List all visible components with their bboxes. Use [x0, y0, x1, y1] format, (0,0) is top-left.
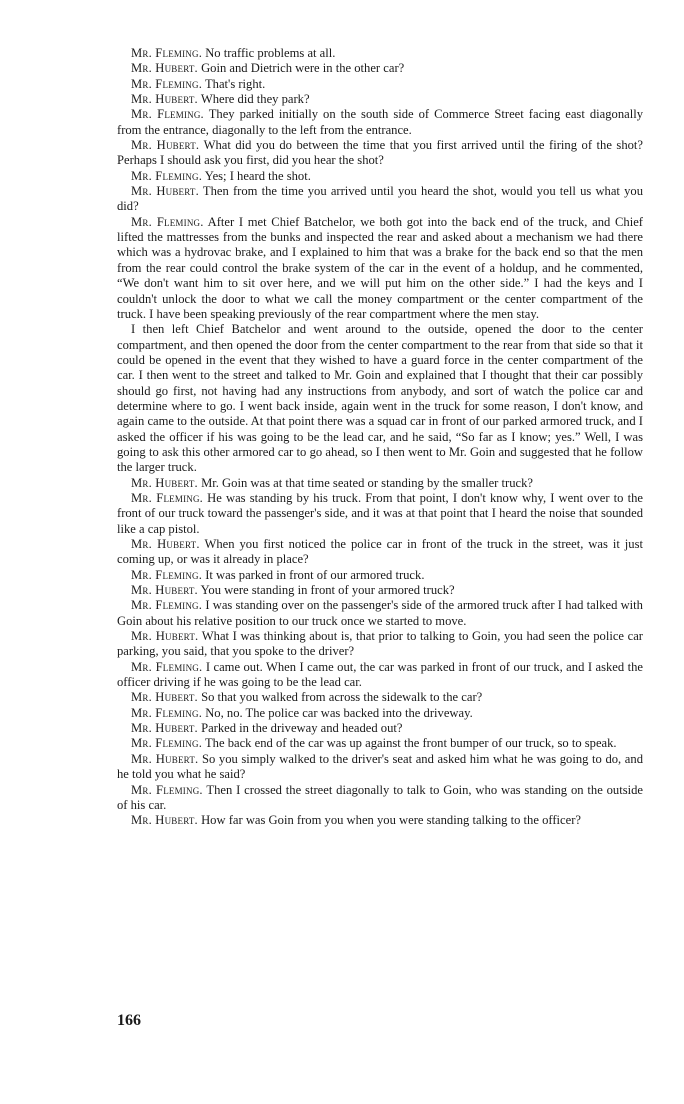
testimony-paragraph — [117, 169, 643, 184]
speaker-label: Mr. Fleming. — [131, 168, 203, 183]
testimony-text: How far was Goin from you when you were standing talking to the officer? — [201, 813, 581, 828]
speaker-label: Mr. Fleming. — [131, 46, 203, 60]
testimony-text: So you simply walked to the driver's seat and asked him what he was going to do, and he told you what he said? — [117, 751, 643, 782]
transcript-page — [117, 46, 643, 829]
speaker-label: Mr. Hubert. — [131, 629, 199, 644]
testimony-text: Mr. Goin was at that time seated or standing by the smaller truck? — [201, 475, 533, 490]
speaker-label: Mr. Hubert. — [131, 813, 198, 828]
speaker-label: Mr. Fleming. — [131, 107, 204, 122]
testimony-paragraph — [117, 598, 643, 629]
testimony-paragraph — [117, 46, 643, 61]
testimony-paragraph — [117, 184, 643, 215]
testimony-text: So that you walked from across the sidewalk to the car? — [201, 690, 483, 705]
speaker-label: Mr. Fleming. — [131, 214, 204, 229]
testimony-text: They parked initially on the south side of Commerce Street facing east diagonally from the entrance, diagonally to the left from the entrance. — [117, 107, 644, 137]
speaker-label: Mr. Hubert. — [131, 61, 198, 76]
testimony-paragraph — [117, 61, 643, 76]
testimony-text: Parked in the driveway and headed out? — [201, 721, 403, 736]
speaker-label: Mr. Fleming. — [131, 736, 203, 751]
speaker-label: Mr. Hubert. — [131, 475, 198, 490]
speaker-label: Mr. Hubert. — [131, 138, 200, 153]
testimony-text: I then left Chief Batchelor and went around to the outside, opened the door to the center compartment, and then opened the door from the center compartment to the rear from that side so that it could be opened in the event that they wished to have a guard force in the center compartment of the car. I then went to the street and talked to Mr. Goin and explained that I thought that their car possibly should go first, not having had any instructions from anybody, and sort of watch the police car and determine where to go. I went back inside, again went in the truck for some reason, I don't know, and again came to the outside. At that point there was a squad car in front of our parked armored truck, and I asked the officer if his was going to be the lead car, and he said, “So far as I know; yes.” Well, I was going to ask this other armored car to go ahead, so I then went to Mr. Goin and suggested that he follow the larger truck. — [117, 322, 643, 475]
testimony-text: It was parked in front of our armored truck. — [205, 567, 425, 582]
testimony-text: When you first noticed the police car in front of the truck in the street, was it just coming up, or was it already in place? — [117, 537, 644, 567]
testimony-paragraph — [117, 721, 643, 736]
testimony-paragraph — [117, 629, 643, 660]
testimony-paragraph — [117, 706, 643, 721]
testimony-paragraph — [117, 215, 643, 322]
testimony-paragraph — [117, 92, 643, 107]
testimony-text: The back end of the car was up against the front bumper of our truck, so to speak. — [204, 736, 617, 751]
page-number: 166 — [117, 1012, 141, 1029]
testimony-text: Then from the time you arrived until you heard the shot, would you tell us what you did? — [117, 184, 644, 214]
testimony-paragraph — [117, 783, 643, 814]
speaker-label: Mr. Hubert. — [131, 184, 199, 199]
speaker-label: Mr. Hubert. — [131, 583, 198, 598]
testimony-paragraph — [117, 736, 643, 751]
speaker-label: Mr. Fleming. — [131, 598, 203, 613]
testimony-text: Then I crossed the street diagonally to talk to Goin, who was standing on the outside of his car. — [117, 782, 644, 812]
testimony-text: Yes; I heard the shot. — [204, 168, 311, 183]
testimony-paragraph — [117, 476, 643, 491]
speaker-label: Mr. Hubert. — [131, 751, 199, 766]
testimony-paragraph — [117, 537, 643, 568]
testimony-paragraph — [117, 660, 643, 691]
testimony-text: What I was thinking about is, that prior to talking to Goin, you had seen the police car parking, you said, that you spoke to the driver? — [117, 629, 643, 659]
testimony-paragraph — [117, 138, 643, 169]
speaker-label: Mr. Fleming. — [131, 490, 204, 505]
testimony-paragraph — [117, 813, 643, 828]
testimony-paragraph — [117, 77, 643, 92]
speaker-label: Mr. Fleming. — [131, 659, 203, 674]
speaker-label: Mr. Hubert. — [131, 721, 198, 736]
testimony-text: Where did they park? — [200, 92, 310, 107]
testimony-paragraph — [117, 690, 643, 705]
testimony-text: You were standing in front of your armored truck? — [200, 583, 455, 598]
speaker-label: Mr. Fleming. — [131, 705, 203, 720]
testimony-text: I was standing over on the passenger's side of the armored truck after I had talked with Goin about his relative position to our truck once we started to move. — [117, 598, 643, 628]
testimony-text: After I met Chief Batchelor, we both got into the back end of the truck, and Chief lifted the mattresses from the bunks and inspected the rear and asked about a mechanism we had there which was a hydrovac brake, and I explained to him that was a brake for the back end so that the men from the rear could control the brake system of the car in the event of a holdup, and he commented, “We don't want him to sit over here, and we will put him on the other side.” I had the keys and I couldn't unlock the door to what we call the money compartment or the center compartment of the truck. I have been speaking previously of the rear compartment where the men stay. — [117, 214, 643, 321]
testimony-paragraph — [117, 583, 643, 598]
testimony-paragraph — [117, 752, 643, 783]
testimony-text: No, no. The police car was backed into the driveway. — [205, 705, 473, 720]
testimony-text: Goin and Dietrich were in the other car? — [201, 61, 405, 76]
testimony-text: That's right. — [204, 76, 266, 91]
testimony-text: What did you do between the time that you first arrived until the firing of the shot? Perhaps I should ask you first, did you hear the shot? — [117, 138, 644, 168]
speaker-label: Mr. Fleming. — [131, 76, 203, 91]
speaker-label: Mr. Fleming. — [131, 567, 203, 582]
testimony-paragraph — [117, 568, 643, 583]
testimony-paragraph — [117, 107, 643, 138]
speaker-label: Mr. Fleming. — [131, 782, 203, 797]
testimony-paragraph — [117, 322, 643, 475]
testimony-text: No traffic problems at all. — [205, 46, 336, 60]
speaker-label: Mr. Hubert. — [131, 537, 200, 551]
testimony-text: I came out. When I came out, the car was parked in front of our truck, and I asked the officer driving if he was going to be the lead car. — [117, 659, 643, 690]
testimony-text: He was standing by his truck. From that point, I don't know why, I went over to the front of our truck toward the passenger's side, and it was at that point that I heard the noise that sounded like a cap pistol. — [117, 490, 643, 536]
speaker-label: Mr. Hubert. — [131, 92, 198, 107]
speaker-label: Mr. Hubert. — [131, 690, 198, 705]
testimony-paragraph — [117, 491, 643, 537]
